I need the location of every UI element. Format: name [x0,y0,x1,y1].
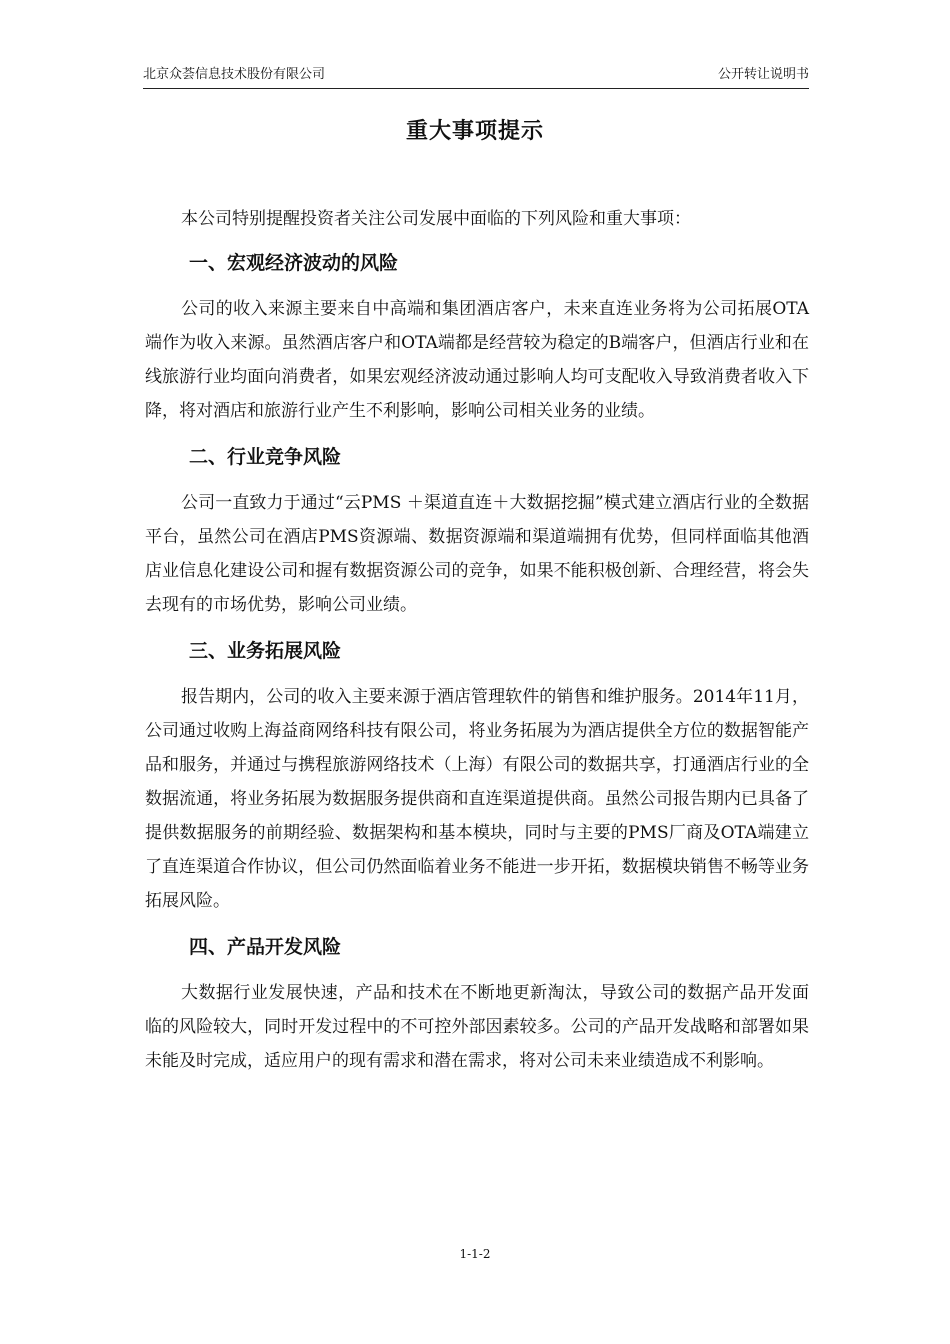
page-header [143,66,809,89]
section-heading: 三、业务拓展风险 [189,640,342,662]
intro-paragraph: 本公司特别提醒投资者关注公司发展中面临的下列风险和重大事项： [181,209,691,229]
section-business-expansion-risk [145,634,809,918]
section-competition-risk [145,440,809,622]
section-heading: 一、宏观经济波动的风险 [189,252,399,274]
header-document-type: 公开转让说明书 [717,67,809,82]
section-paragraph: 大数据行业发展快速，产品和技术在不断地更新淘汰，导致公司的数据产品开发面临的风险较大，同时开发过程中的不可控外部因素较多。公司的产品开发战略和部署如果未能及时完成，适应用户的现有需求和潜在需求，将对公司未来业绩造成不利影响。 [145,983,809,1071]
section-paragraph: 公司的收入来源主要来自中高端和集团酒店客户，未来直连业务将为公司拓展OTA端作为收入来源。虽然酒店客户和OTA端都是经营较为稳定的B端客户，但酒店行业和在线旅游行业均面向消费者，如果宏观经济波动通过影响人均可支配收入导致消费者收入下降，将对酒店和旅游行业产生不利影响，影响公司相关业务的业绩。 [145,299,809,421]
document-body [145,202,809,1090]
section-paragraph: 报告期内，公司的收入主要来源于酒店管理软件的销售和维护服务。2014年11月，公司通过收购上海益商网络科技有限公司，将业务拓展为为酒店提供全方位的数据智能产品和服务，并通过与携程旅游网络技术（上海）有限公司的数据共享，打通酒店行业的全数据流通，将业务拓展为数据服务提供商和直连渠道提供商。虽然公司报告期内已具备了提供数据服务的前期经验、数据架构和基本模块，同时与主要的PMS厂商及OTA端建立了直连渠道合作协议，但公司仍然面临着业务不能进一步开拓，数据模块销售不畅等业务拓展风险。 [145,687,809,911]
section-product-development-risk [145,930,809,1078]
section-paragraph: 公司一直致力于通过“云PMS ＋渠道直连＋大数据挖掘”模式建立酒店行业的全数据平台，虽然公司在酒店PMS资源端、数据资源端和渠道端拥有优势，但同样面临其他酒店业信息化建设公司和握有数据资源公司的竞争，如果不能积极创新、合理经营，将会失去现有的市场优势，影响公司业绩。 [145,493,809,615]
page-number: 1-1-2 [459,1247,491,1261]
page-title: 重大事项提示 [405,119,544,144]
section-macro-risk [145,246,809,428]
section-heading: 二、行业竞争风险 [189,446,342,468]
section-heading: 四、产品开发风险 [189,936,342,958]
header-company-name: 北京众荟信息技术股份有限公司 [143,67,326,82]
